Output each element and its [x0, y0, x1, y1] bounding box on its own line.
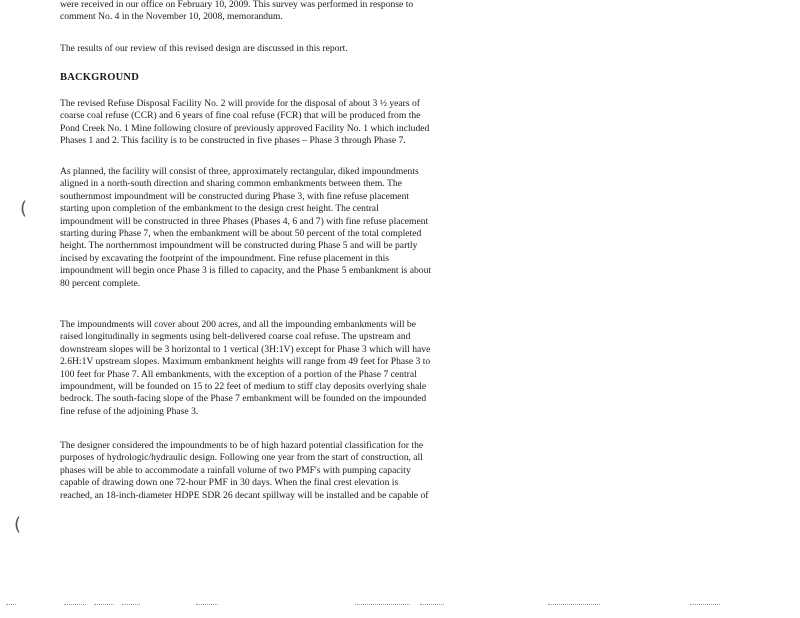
paragraph-4-line: capable of drawing down one 72-hour PMF in 30 days. When the final crest elevation is — [60, 477, 399, 489]
paragraph-4-line: phases will be able to accommodate a rainfall volume of two PMF's with pumping capacity — [60, 464, 411, 476]
paragraph-2-line: impoundment will begin once Phase 3 is filled to capacity, and the Phase 5 embankment is about — [60, 265, 432, 277]
scan-artifact-line — [690, 604, 720, 606]
paragraph-1 — [60, 98, 520, 148]
scan-artifact-line — [420, 604, 444, 606]
scan-artifact-line — [64, 604, 86, 606]
paragraph-2-line: height. The northernmost impoundment will be constructed during Phase 5 and will be partly — [60, 240, 418, 252]
scan-artifact-line — [122, 604, 140, 606]
scan-artifact-line — [548, 604, 600, 606]
paragraph-2-line: impoundment will be constructed in three Phases (Phases 4, 6 and 7) with fine refuse placement — [60, 215, 429, 227]
intro-line-1: were received in our office on February 10, 2009. This survey was performed in response to — [60, 0, 414, 10]
scan-artifact-line — [355, 604, 410, 606]
paragraph-3-line: fine refuse of the adjoining Phase 3. — [60, 405, 199, 417]
paragraph-3-line: bedrock. The south-facing slope of the Phase 7 embankment will be founded on the impounded — [60, 393, 427, 405]
intro-paragraph — [60, 0, 520, 24]
paragraph-1-line: coarse coal refuse (CCR) and 6 years of fine coal refuse (FCR) that will be produced from the — [60, 110, 421, 122]
results-sentence: The results of our review of this revised design are discussed in this report. — [60, 43, 348, 54]
paragraph-3 — [60, 319, 520, 418]
paragraph-2-line: As planned, the facility will consist of three, approximately rectangular, diked impoundments — [60, 166, 419, 177]
paragraph-2-line: southernmost impoundment will be constructed during Phase 3, with fine refuse placement — [60, 190, 410, 202]
punch-hole-mark: ( — [14, 514, 22, 535]
section-heading: BACKGROUND — [60, 72, 140, 83]
paragraph-1-line: The revised Refuse Disposal Facility No. 2 will provide for the disposal of about 3 ½ years of — [60, 98, 420, 109]
paragraph-1-line: Phases 1 and 2. This facility is to be constructed in five phases – Phase 3 through Phase 7. — [60, 135, 406, 147]
intro-line-2: comment No. 4 in the November 10, 2008, memorandum. — [60, 11, 283, 23]
paragraph-2-line: 80 percent complete. — [60, 277, 141, 289]
punch-hole-mark: ( — [20, 198, 28, 219]
paragraph-3-line: raised longitudinally in segments using belt-delivered coarse coal refuse. The upstream and — [60, 331, 411, 343]
paragraph-2 — [60, 166, 520, 290]
paragraph-3-line: 100 feet for Phase 7. All embankments, with the exception of a portion of the Phase 7 central — [60, 368, 417, 380]
paragraph-2-line: starting during Phase 7, when the embankment will be about 50 percent of the total completed — [60, 228, 422, 240]
paragraph-2-line: aligned in a north-south direction and sharing common embankments between them. The — [60, 178, 402, 190]
paragraph-4 — [60, 440, 520, 502]
paragraph-4-line: The designer considered the impoundments to be of high hazard potential classification for the — [60, 440, 424, 451]
paragraph-4-line: reached, an 18-inch-diameter HDPE SDR 26 decant spillway will be installed and be capable of — [60, 489, 429, 501]
scan-artifact-line — [196, 604, 218, 606]
paragraph-3-line: The impoundments will cover about 200 acres, and all the impounding embankments will be — [60, 319, 416, 330]
paragraph-4-line: purposes of hydrologic/hydraulic design. Following one year from the start of construction, all — [60, 452, 423, 464]
paragraph-3-line: impoundment, will be founded on 15 to 22 feet of medium to stiff clay deposits overlying shale — [60, 381, 427, 393]
scan-artifact-line — [94, 604, 114, 606]
paragraph-3-line: 2.6H:1V upstream slopes. Maximum embankment heights will range from 49 feet for Phase 3 to — [60, 356, 431, 368]
paragraph-1-line: Pond Creek No. 1 Mine following closure of previously approved Facility No. 1 which included — [60, 122, 430, 134]
paragraph-2-line: incised by excavating the footprint of the impoundment. Fine refuse placement in this — [60, 252, 390, 264]
scan-artifact-line — [6, 604, 16, 606]
paragraph-2-line: starting upon completion of the embankment to the design crest height. The central — [60, 203, 379, 215]
paragraph-3-line: downstream slopes will be 3 horizontal to 1 vertical (3H:1V) except for Phase 3 which will have — [60, 343, 431, 355]
